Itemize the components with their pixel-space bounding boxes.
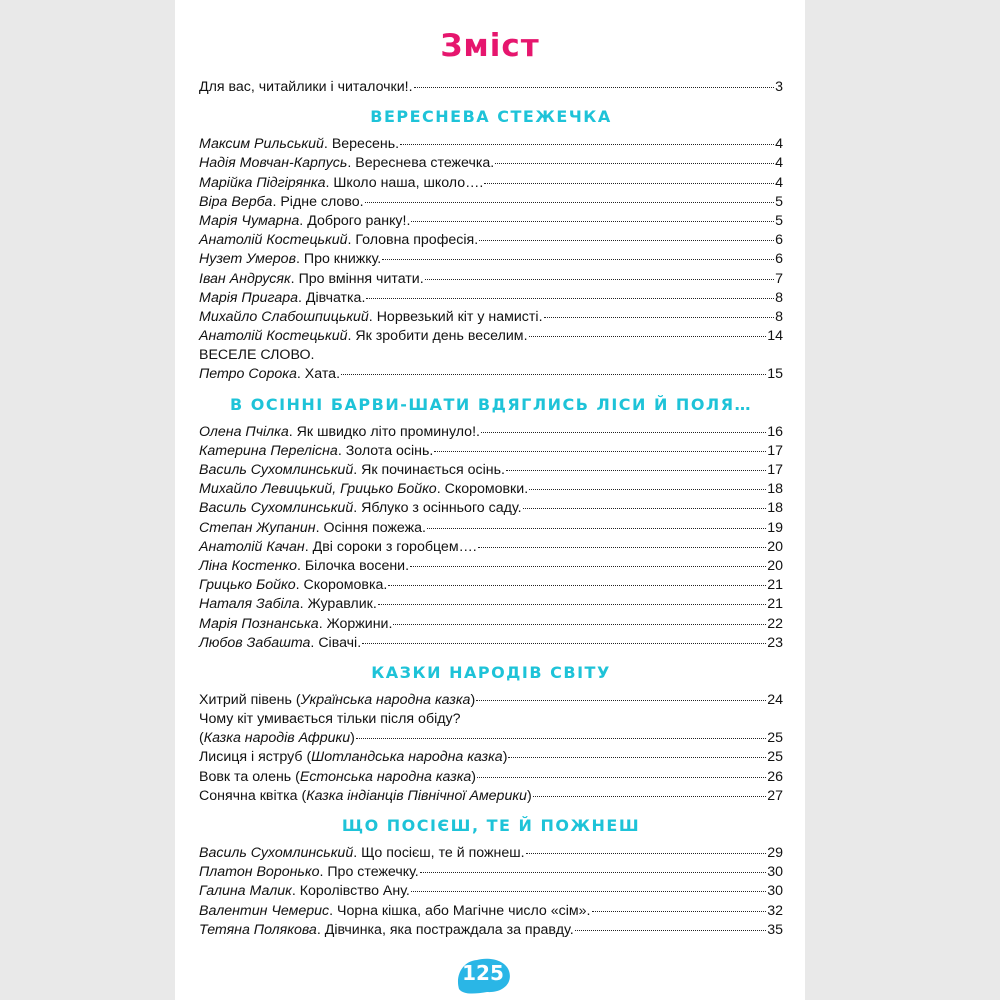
entry-text: Анатолій Костецький. Як зробити день веселим. <box>199 328 528 345</box>
entry-title: Головна професія <box>355 232 475 249</box>
toc-entry <box>199 423 783 442</box>
table-of-contents <box>199 78 783 940</box>
entry-author: Тетяна Полякова <box>199 921 317 938</box>
toc-entry <box>199 557 783 576</box>
entry-title: Скоромовки <box>444 481 525 498</box>
toc-entry <box>199 519 783 538</box>
entry-text <box>199 710 783 729</box>
toc-entry <box>199 710 783 729</box>
entry-text: Анатолій Костецький. Головна професія. <box>199 232 479 249</box>
entry-author: Катерина Перелісна <box>199 442 338 459</box>
entry-title: Скоромовка <box>303 577 384 594</box>
entry-author: Валентин Чемерис <box>199 902 330 919</box>
entry-title: Доброго ранку! <box>307 212 407 229</box>
entry-title: Дівчатка <box>305 289 362 306</box>
toc-entry <box>199 135 783 154</box>
entry-page-number: 19 <box>767 519 783 536</box>
entry-title: Вересень <box>331 136 396 153</box>
entry-title: Школо наша, школо… <box>333 174 480 191</box>
entry-page-number: 23 <box>767 634 783 651</box>
entry-title: Яблуко з осіннього саду <box>361 500 518 517</box>
dot-leader <box>378 604 766 605</box>
entry-title: Про вміння читати <box>298 270 420 287</box>
dot-leader <box>382 259 774 260</box>
dot-leader <box>414 87 775 88</box>
toc-entry <box>199 595 783 614</box>
entry-text: Лисиця і яструб (Шотландська народна казка) <box>199 749 508 766</box>
entry-text: (Казка народів Африки) <box>199 730 355 747</box>
entry-page-number: 29 <box>767 845 783 861</box>
entry-title: Про книжку <box>303 251 378 268</box>
entry-text: Марія Пригара. Дівчатка. <box>199 289 366 306</box>
entry-text: Василь Сухомлинський. Як починається осінь. <box>199 462 505 478</box>
entry-page-number: 4 <box>775 136 783 153</box>
dot-leader <box>529 336 767 337</box>
entry-text: Катерина Перелісна. Золота осінь. <box>199 442 434 459</box>
dot-leader <box>506 470 766 471</box>
entry-source: Казка народів Африки <box>203 730 351 747</box>
entry-page-number: 22 <box>767 615 783 632</box>
entry-title: Сонячна квітка <box>199 787 298 804</box>
entry-text: Марія Познанська. Жоржини. <box>199 615 393 632</box>
dot-leader <box>544 317 775 318</box>
entry-author: Марійка Підгірянка <box>199 174 326 191</box>
entry-author: Анатолій Качан <box>199 538 305 555</box>
entry-text: Михайло Левицький, Грицько Бойко. Скоромовки. <box>199 481 529 498</box>
entry-text: Любов Забашта. Сівачі. <box>199 634 362 651</box>
entry-author: Ліна Костенко <box>199 557 297 574</box>
dot-leader <box>575 930 767 931</box>
entry-title: Сівачі <box>318 634 358 651</box>
entry-author: Василь Сухомлинський <box>199 462 354 478</box>
entry-page-number: 4 <box>775 174 783 191</box>
entry-page-number: 6 <box>775 232 783 249</box>
dot-leader <box>526 853 767 854</box>
entry-page-number: 20 <box>767 538 783 555</box>
entry-page-number: 26 <box>767 768 783 785</box>
toc-entry <box>199 921 783 940</box>
toc-entry <box>199 863 783 882</box>
entry-author: Василь Сухомлинський <box>199 845 354 861</box>
toc-entry <box>199 729 783 748</box>
entry-title: Королівство Ану <box>299 883 406 900</box>
entry-title: Про стежечку <box>327 864 415 881</box>
toc-entry <box>199 480 783 499</box>
dot-leader <box>356 738 766 739</box>
entry-text: Наталя Забіла. Журавлик. <box>199 596 377 613</box>
entry-text: Петро Сорока. Хата. <box>199 366 341 383</box>
dot-leader <box>481 432 766 433</box>
entry-text: Галина Малик. Королівство Ану. <box>199 883 410 900</box>
entry-author: Михайло Слабошпицький <box>199 308 369 325</box>
toc-entry <box>199 634 783 653</box>
entry-author: Віра Верба <box>199 193 273 210</box>
entry-title: Журавлик <box>307 596 373 613</box>
entry-title: Як починається осінь <box>361 462 502 478</box>
entry-page-number: 27 <box>767 787 783 804</box>
book-page <box>175 0 805 1000</box>
toc-entry <box>199 768 783 787</box>
toc-entry <box>199 193 783 212</box>
dot-leader <box>365 202 775 203</box>
entry-author: Максим Рильський <box>199 136 324 153</box>
dot-leader <box>341 374 766 375</box>
entry-title: Рідне слово <box>280 193 360 210</box>
section-heading: В ОСІННІ БАРВИ-ШАТИ ВДЯГЛИСЬ ЛІСИ Й ПОЛЯ… <box>229 394 753 414</box>
page-number-badge <box>453 955 513 995</box>
toc-entry <box>199 538 783 557</box>
toc-entry <box>199 289 783 308</box>
entry-author: Анатолій Костецький <box>199 232 348 249</box>
entry-title: Чорна кішка, або Магічне число «сім» <box>337 902 587 919</box>
entry-title: Чому кіт умивається тільки після обіду? <box>199 711 461 728</box>
dot-leader <box>523 508 767 509</box>
entry-text: Валентин Чемерис. Чорна кішка, або Магічне число «сім». <box>199 902 591 919</box>
section-heading: ВЕРЕСНЕВА СТЕЖЕЧКА <box>370 107 612 127</box>
entry-title: Білочка восени <box>304 557 406 574</box>
toc-entry <box>199 327 783 346</box>
toc-entry <box>199 308 783 327</box>
entry-author: Любов Забашта <box>199 634 311 651</box>
entry-author: Іван Андрусяк <box>199 270 291 287</box>
entry-page-number: 5 <box>775 212 783 229</box>
toc-entry <box>199 882 783 901</box>
dot-leader <box>529 489 766 490</box>
dot-leader <box>362 643 766 644</box>
dot-leader <box>434 451 766 452</box>
entry-page-number: 18 <box>767 481 783 498</box>
dot-leader <box>366 298 774 299</box>
entry-page-number: 35 <box>767 921 783 938</box>
toc-entry <box>199 576 783 595</box>
entry-author: Грицько Бойко <box>199 577 296 594</box>
entry-page-number: 24 <box>767 691 783 708</box>
toc-entry <box>199 615 783 634</box>
page-number: 125 <box>462 961 504 985</box>
dot-leader <box>411 891 766 892</box>
entry-text: Хитрий півень (Українська народна казка) <box>199 691 476 708</box>
entry-author: Марія Познанська <box>199 615 319 632</box>
entry-title: Для вас, читайлики і читалочки! <box>199 79 409 95</box>
entry-page-number: 15 <box>767 366 783 383</box>
entry-title: Жоржини <box>326 615 389 632</box>
entry-page-number: 21 <box>767 577 783 594</box>
entry-title: Хитрий півень <box>199 691 292 708</box>
entry-text: Нузет Умеров. Про книжку. <box>199 251 382 268</box>
entry-page-number: 20 <box>767 557 783 574</box>
toc-entry <box>199 231 783 250</box>
dot-leader <box>400 144 774 145</box>
entry-page-number: 21 <box>767 596 783 613</box>
dot-leader <box>477 777 766 778</box>
entry-text <box>199 346 783 365</box>
entry-page-number: 4 <box>775 155 783 172</box>
entry-title: Лисиця і яструб <box>199 749 303 766</box>
entry-page-number: 25 <box>767 730 783 747</box>
dot-leader <box>476 700 766 701</box>
toc-entry <box>199 346 783 365</box>
entry-text: Грицько Бойко. Скоромовка. <box>199 577 388 594</box>
entry-text: Михайло Слабошпицький. Норвезький кіт у намисті. <box>199 308 543 325</box>
dot-leader <box>393 624 766 625</box>
entry-text: Ліна Костенко. Білочка восени. <box>199 557 410 574</box>
entry-author: Наталя Забіла <box>199 596 300 613</box>
dot-leader <box>484 183 774 184</box>
entry-text: Олена Пчілка. Як швидко літо проминуло!. <box>199 423 480 440</box>
entry-page-number: 14 <box>767 328 783 345</box>
entry-source: Естонська народна казка <box>299 768 472 785</box>
entry-page-number: 7 <box>775 270 783 287</box>
entry-text: Вовк та олень (Естонська народна казка) <box>199 768 477 785</box>
entry-page-number: 17 <box>767 462 783 478</box>
toc-entry <box>199 270 783 289</box>
toc-entry <box>199 499 783 518</box>
entry-title: Як швидко літо проминуло! <box>296 423 477 440</box>
entry-author: Петро Сорока <box>199 366 297 383</box>
entry-author: Марія Чумарна <box>199 212 300 229</box>
entry-author: Галина Малик <box>199 883 292 900</box>
entry-author: Платон Воронько <box>199 864 320 881</box>
dot-leader <box>411 221 774 222</box>
entry-page-number: 30 <box>767 883 783 900</box>
entry-text: Максим Рильський. Вересень. <box>199 136 400 153</box>
entry-page-number: 8 <box>775 289 783 306</box>
dot-leader <box>592 911 767 912</box>
entry-title: Вереснева стежечка <box>355 155 491 172</box>
entry-page-number: 25 <box>767 749 783 766</box>
entry-text: Степан Жупанин. Осіння пожежа. <box>199 519 426 536</box>
entry-title: Як зробити день веселим <box>355 328 524 345</box>
entry-title: Норвезький кіт у намисті <box>376 308 539 325</box>
entry-title: Золота осінь <box>345 442 430 459</box>
toc-entry <box>199 78 783 97</box>
entry-source: Казка індіанців Північної Америки <box>306 787 527 804</box>
entry-title: Осіння пожежа <box>323 519 423 536</box>
entry-title: ВЕСЕЛЕ СЛОВО. <box>199 347 315 364</box>
dot-leader <box>495 163 774 164</box>
entry-text: Василь Сухомлинський. Яблуко з осіннього саду. <box>199 500 522 517</box>
toc-entry <box>199 902 783 921</box>
toc-entry <box>199 461 783 480</box>
dot-leader <box>533 796 767 797</box>
entry-author: Марія Пригара <box>199 289 299 306</box>
entry-text: Анатолій Качан. Дві сороки з горобцем…. <box>199 538 477 555</box>
entry-page-number: 18 <box>767 500 783 517</box>
dot-leader <box>427 528 766 529</box>
entry-page-number: 3 <box>775 79 783 95</box>
entry-author: Василь Сухомлинський <box>199 500 354 517</box>
entry-page-number: 17 <box>767 442 783 459</box>
entry-author: Степан Жупанин <box>199 519 316 536</box>
dot-leader <box>478 547 766 548</box>
dot-leader <box>410 566 766 567</box>
dot-leader <box>479 240 774 241</box>
entry-text: Іван Андрусяк. Про вміння читати. <box>199 270 424 287</box>
entry-page-number: 8 <box>775 308 783 325</box>
entry-text: Надія Мовчан-Карпусь. Вереснева стежечка. <box>199 155 495 172</box>
entry-page-number: 16 <box>767 423 783 440</box>
entry-text: Платон Воронько. Про стежечку. <box>199 864 419 881</box>
entry-text: Марійка Підгірянка. Школо наша, школо…. <box>199 174 484 191</box>
toc-entry <box>199 250 783 269</box>
entry-text: Для вас, читайлики і читалочки!. <box>199 79 413 95</box>
toc-entry <box>199 212 783 231</box>
page-title: Зміст <box>440 28 540 64</box>
entry-title: Дівчинка, яка постраждала за правду <box>324 921 570 938</box>
entry-page-number: 32 <box>767 902 783 919</box>
toc-entry <box>199 174 783 193</box>
dot-leader <box>420 872 766 873</box>
dot-leader <box>508 757 766 758</box>
entry-page-number: 6 <box>775 251 783 268</box>
toc-entry <box>199 154 783 173</box>
entry-page-number: 5 <box>775 193 783 210</box>
entry-source: Українська народна казка <box>300 691 471 708</box>
toc-entry <box>199 365 783 384</box>
entry-page-number: 30 <box>767 864 783 881</box>
entry-text: Марія Чумарна. Доброго ранку!. <box>199 212 411 229</box>
entry-text: Сонячна квітка (Казка індіанців Північної Америки) <box>199 787 532 804</box>
entry-title: Хата <box>304 366 337 383</box>
entry-source: Шотландська народна казка <box>311 749 503 766</box>
dot-leader <box>425 279 774 280</box>
toc-entry <box>199 787 783 806</box>
entry-text: Василь Сухомлинський. Що посієш, те й пожнеш. <box>199 845 525 861</box>
dot-leader <box>388 585 766 586</box>
entry-title: Що посієш, те й пожнеш <box>361 845 521 861</box>
entry-author: Анатолій Костецький <box>199 328 348 345</box>
entry-text: Віра Верба. Рідне слово. <box>199 193 364 210</box>
entry-title: Вовк та олень <box>199 768 292 785</box>
entry-title: Дві сороки з горобцем… <box>312 538 473 555</box>
toc-entry <box>199 442 783 461</box>
entry-author: Олена Пчілка <box>199 423 289 440</box>
toc-entry <box>199 844 783 863</box>
entry-text: Тетяна Полякова. Дівчинка, яка постраждала за правду. <box>199 921 574 938</box>
toc-entry <box>199 691 783 710</box>
toc-entry <box>199 748 783 767</box>
entry-author: Михайло Левицький, Грицько Бойко <box>199 481 437 498</box>
section-heading: ЩО ПОСІЄШ, ТЕ Й ПОЖНЕШ <box>341 816 641 835</box>
entry-author: Нузет Умеров <box>199 251 296 268</box>
entry-author: Надія Мовчан-Карпусь <box>199 155 348 172</box>
section-heading: КАЗКИ НАРОДІВ СВІТУ <box>371 662 611 682</box>
